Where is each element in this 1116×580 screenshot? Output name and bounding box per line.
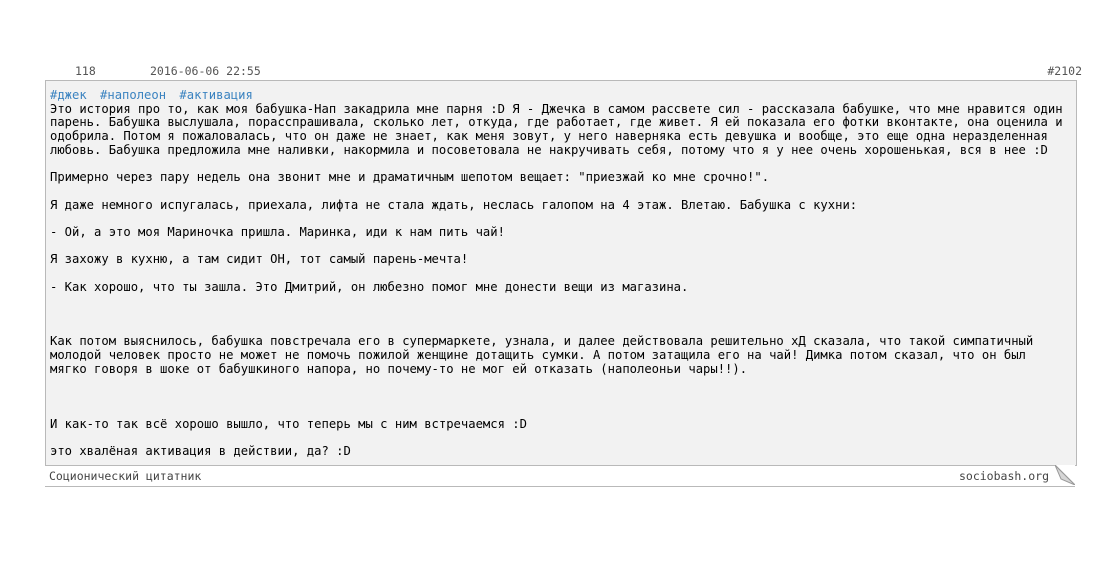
site-name-link[interactable]: Соционический цитатник: [49, 469, 202, 483]
quote-paragraph: - Как хорошо, что ты зашла. Это Дмитрий, он любезно помог мне донести вещи из магазина.: [50, 279, 689, 294]
site-domain-link[interactable]: sociobash.org: [958, 469, 1049, 483]
tag-link[interactable]: #активация: [179, 88, 253, 102]
quote-id-link[interactable]: #2102: [1047, 64, 1082, 78]
quote-date: 2016-06-06 22:55: [150, 64, 261, 78]
quote-paragraph: это хвалёная активация в действии, да? :D: [50, 443, 351, 458]
quote-paragraph: Как потом выяснилось, бабушка повстречала его в супермаркете, узнала, и далее действовала решительно хД сказала, что такой симпатичный молодой человек просто не может не помочь пожилой женщине дотащить сумки. А потом затащила его на чай! Димка потом сказал, что он был мягко говоря в шоке от бабушкиного напора, но почему-то не мог ей отказать (наполеоньи чары!!).: [50, 334, 1041, 376]
quote-footer: [45, 466, 1075, 487]
quote-header: [45, 62, 1082, 80]
quote-paragraph: Я даже немного испугалась, приехала, лифта не стала ждать, неслась галопом на 4 этаж. Влетаю. Бабушка с кухни:: [50, 197, 858, 212]
tag-link[interactable]: #джек: [50, 88, 87, 102]
quote-paragraph: Примерно через пару недель она звонит мне и драматичным шепотом вещает: "приезжай ко мне срочно!".: [50, 170, 770, 185]
tag-link[interactable]: #наполеон: [100, 88, 167, 102]
quote-paragraph: Я захожу в кухню, а там сидит ОН, тот самый парень-мечта!: [50, 252, 469, 267]
tag-list: [50, 89, 1068, 103]
quote-paragraph: Это история про то, как моя бабушка-Нап закадрила мне парня :D Я - Джечка в самом рассвете сил - рассказала бабушке, что мне нравится один парень. Бабушка выслушала, порасспрашивала, сколько лет, откуда, где работает, где живет. Я ей показала его фотки вконтакте, она оценила и одобрила. Потом я пожаловалась, что он даже не знает, как меня зовут, у него наверняка есть девушка и вообще, это еще одна неразделенная любовь. Бабушка предложила мне наливки, накормила и посоветовала не накручивать себя, потому что я у нее очень хорошенькая, вся в нее :D: [50, 101, 1070, 157]
quote-card: [45, 62, 1082, 487]
quote-rating: 118: [75, 64, 96, 78]
quote-paragraph: - Ой, а это моя Мариночка пришла. Маринка, иди к нам пить чай!: [50, 224, 505, 239]
quote-body: [45, 80, 1077, 466]
quote-paragraph: И как-то так всё хорошо вышло, что теперь мы с ним встречаемся :D: [50, 416, 527, 431]
page-curl-icon: [1055, 465, 1075, 485]
